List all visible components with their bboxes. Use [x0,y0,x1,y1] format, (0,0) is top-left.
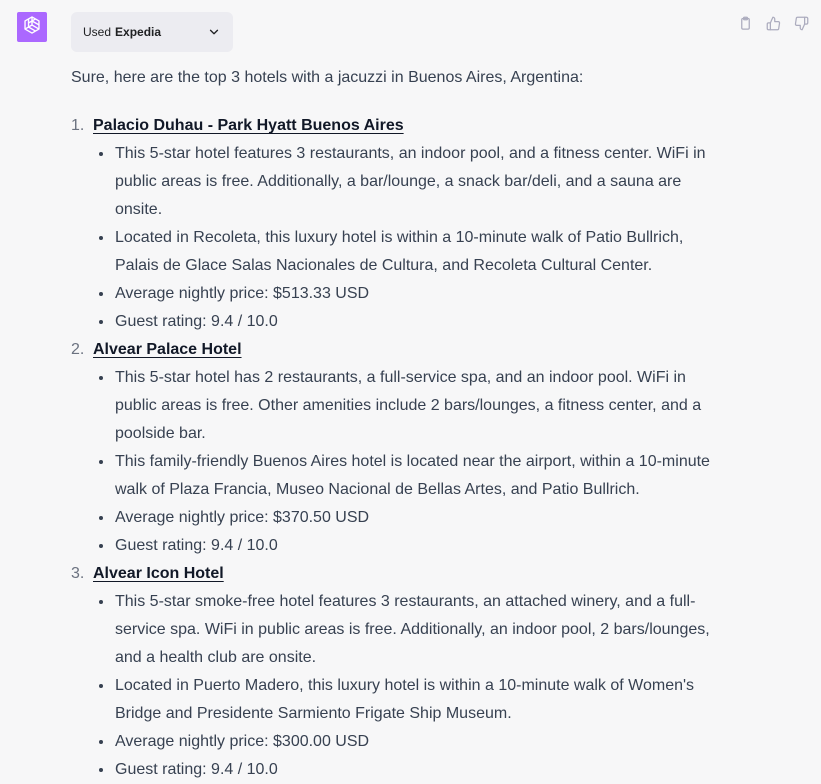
list-number: 3. [71,565,85,582]
list-item: Guest rating: 9.4 / 10.0 [93,308,731,336]
list-item: This 5-star hotel features 3 restaurants, an indoor pool, and a fitness center. WiFi in public areas is free. Additionally, a bar/lounge, a snack bar/deli, and a sauna are onsite. [93,140,731,224]
intro-text: Sure, here are the top 3 hotels with a jacuzzi in Buenos Aires, Argentina: [71,69,584,86]
list-item: Guest rating: 9.4 / 10.0 [93,532,731,560]
hotel-link[interactable]: Palacio Duhau - Park Hyatt Buenos Aires [93,117,404,134]
list-number: 1. [71,117,85,134]
list-item-hotel-1 [71,112,731,336]
message-content [71,64,731,784]
list-item-hotel-2 [71,336,731,560]
plugin-name: Expedia [115,25,162,39]
plugin-used-label: Used [83,25,112,39]
hotel-list [71,112,731,784]
list-item: This 5-star hotel has 2 restaurants, a full-service spa, and an indoor pool. WiFi in public areas is free. Other amenities include 2 bars/lounges, a fitness center, and a poolside bar. [93,364,731,448]
list-item: Guest rating: 9.4 / 10.0 [93,756,731,784]
hotel-details [93,140,731,336]
hotel-link[interactable]: Alvear Icon Hotel [93,565,224,582]
list-item: Located in Puerto Madero, this luxury hotel is within a 10-minute walk of Women's Bridge and Presidente Sarmiento Frigate Ship Museum. [93,672,731,728]
openai-logo-icon [21,14,43,41]
hotel-details [93,588,731,784]
chevron-down-icon [207,25,221,39]
list-item-hotel-3 [71,560,731,784]
list-item: Located in Recoleta, this luxury hotel is within a 10-minute walk of Patio Bullrich, Palais de Glace Salas Nacionales de Cultura, and Recoleta Cultural Center. [93,224,731,280]
clipboard-icon[interactable] [737,15,753,31]
list-item: Average nightly price: $370.50 USD [93,504,731,532]
hotel-details [93,364,731,560]
hotel-link[interactable]: Alvear Palace Hotel [93,341,242,358]
list-number: 2. [71,341,85,358]
assistant-avatar [17,12,47,42]
list-item: This 5-star smoke-free hotel features 3 restaurants, an attached winery, and a full-service spa. WiFi in public areas is free. Additionally, an indoor pool, 2 bars/lounges, and a health club are onsite. [93,588,731,672]
list-item: Average nightly price: $300.00 USD [93,728,731,756]
list-item: Average nightly price: $513.33 USD [93,280,731,308]
message-actions [737,15,809,31]
plugin-used-toggle[interactable] [71,12,233,52]
thumbs-down-icon[interactable] [793,15,809,31]
list-item: This family-friendly Buenos Aires hotel is located near the airport, within a 10-minute walk of Plaza Francia, Museo Nacional de Bellas Artes, and Patio Bullrich. [93,448,731,504]
thumbs-up-icon[interactable] [765,15,781,31]
